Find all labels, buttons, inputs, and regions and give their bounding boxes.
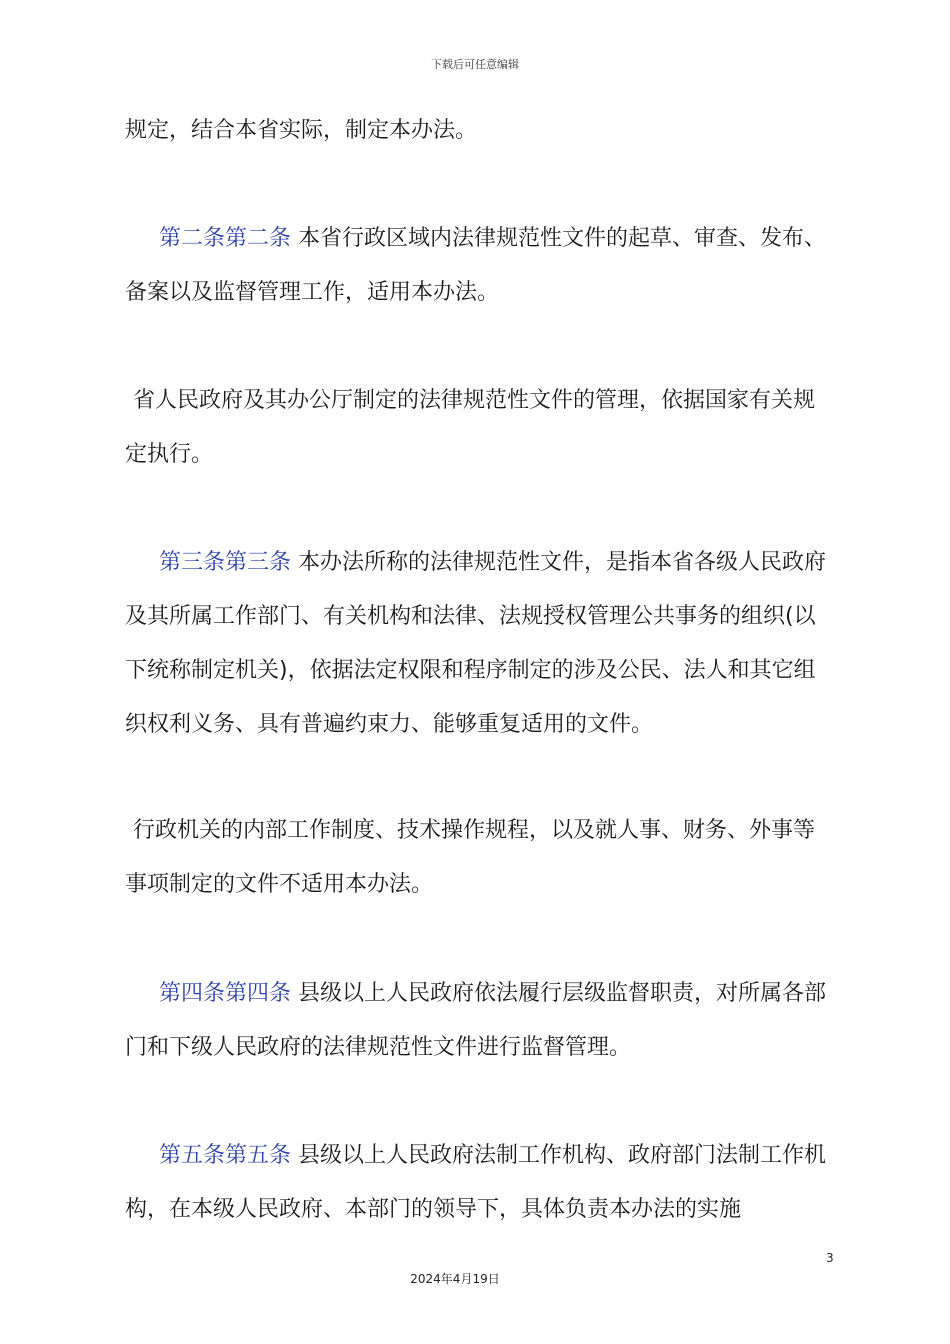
paragraph-text: 本省行政区域内法律规范性文件的起草、审查、发布、备案以及监督管理工作，适用本办法。 xyxy=(125,226,827,305)
page-number: 3 xyxy=(826,1251,834,1265)
article-title: 第五条第五条 xyxy=(159,1143,292,1168)
paragraph-3 xyxy=(125,374,835,482)
paragraph-text: 省人民政府及其办公厅制定的法律规范性文件的管理，依据国家有关规定执行。 xyxy=(125,388,816,467)
paragraph-5 xyxy=(125,804,835,912)
paragraph-text: 行政机关的内部工作制度、技术操作规程，以及就人事、财务、外事等事项制定的文件不适用本办法。 xyxy=(125,818,816,897)
paragraph-article-4 xyxy=(125,967,835,1075)
article-title: 第二条第二条 xyxy=(159,226,292,251)
footer-date: 2024年4月19日 xyxy=(410,1272,500,1286)
paragraph-article-2 xyxy=(125,212,835,320)
paragraph-1 xyxy=(125,104,835,158)
paragraph-article-5 xyxy=(125,1129,835,1237)
article-title: 第三条第三条 xyxy=(159,550,292,575)
paragraph-text: 规定，结合本省实际，制定本办法。 xyxy=(125,118,478,143)
paragraph-text: 本办法所称的法律规范性文件，是指本省各级人民政府及其所属工作部门、有关机构和法律、法规授权管理公共事务的组织(以下统称制定机关)，依据法定权限和程序制定的涉及公民、法人和其它组织权利义务、具有普遍约束力、能够重复适用的文件。 xyxy=(125,550,827,737)
page-header: 下载后可任意编辑 xyxy=(431,58,519,71)
paragraph-text: 县级以上人民政府依法履行层级监督职责，对所属各部门和下级人民政府的法律规范性文件进行监督管理。 xyxy=(125,981,827,1060)
article-title: 第四条第四条 xyxy=(159,981,292,1006)
paragraph-text: 县级以上人民政府法制工作机构、政府部门法制工作机构，在本级人民政府、本部门的领导下，具体负责本办法的实施 xyxy=(125,1143,827,1222)
paragraph-article-3 xyxy=(125,536,835,752)
